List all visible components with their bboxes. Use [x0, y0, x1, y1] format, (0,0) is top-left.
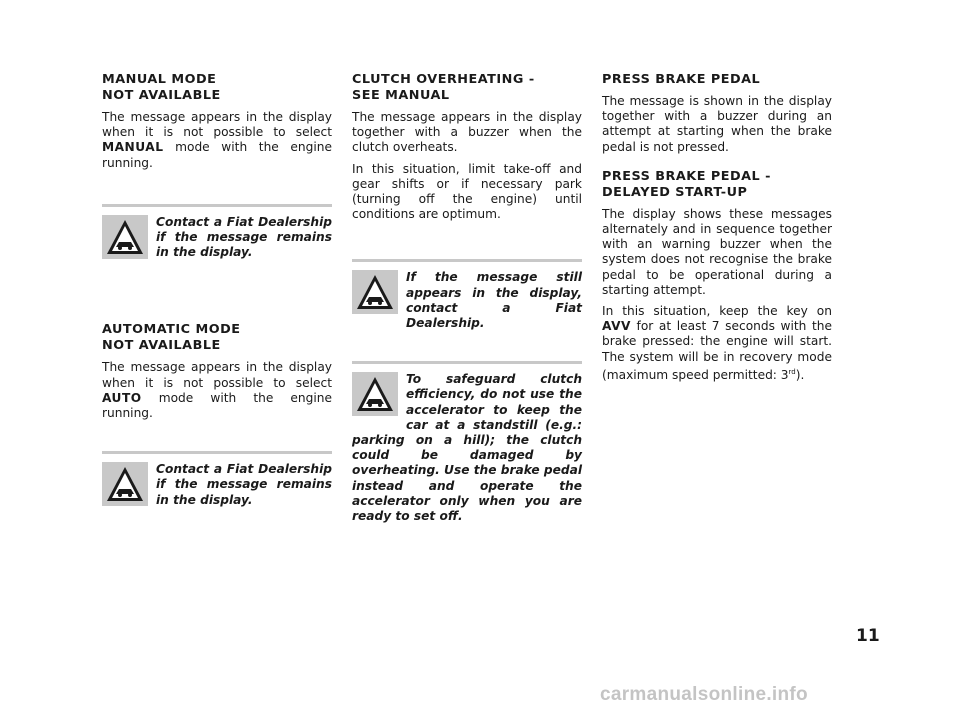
column-left	[102, 72, 332, 508]
warning-box	[352, 361, 582, 524]
warning-triangle-icon	[102, 215, 148, 259]
heading-press-brake-pedal: PRESS BRAKE PEDAL	[602, 72, 761, 87]
warning-text: Contact a Fiat Dealership if the message remains in the display.	[156, 214, 332, 260]
warning-box	[102, 204, 332, 261]
warning-box	[102, 451, 332, 508]
paragraph-manual-mode: The message appears in the display when it is not possible to select MANUAL mode with the engine running.	[102, 110, 332, 170]
warning-text: To safeguard clutch efficiency, do not use the accelerator to keep the car at a standstill (e.g.: parking on a hill); the clutch could be damaged by overheating. Use the brake pedal instead and operate the accelerator only when you are ready to set off.	[352, 372, 582, 524]
column-middle	[352, 72, 582, 524]
warning-text: If the message still appears in the display, contact a Fiat Dealership.	[406, 270, 582, 331]
watermark: carmanualsonline.info	[600, 684, 808, 705]
heading-manual-mode: MANUAL MODE NOT AVAILABLE	[102, 72, 221, 103]
paragraph-press-brake: The message is shown in the display together with a buzzer during an attempt at starting when the brake pedal is not pressed.	[602, 94, 832, 154]
heading-delayed-start-up: PRESS BRAKE PEDAL - DELAYED START-UP	[602, 168, 771, 200]
heading-automatic-mode: AUTOMATIC MODE NOT AVAILABLE	[102, 322, 241, 354]
heading-clutch-overheating: CLUTCH OVERHEATING - SEE MANUAL	[352, 72, 535, 103]
paragraph-automatic-mode: The message appears in the display when it is not possible to select AUTO mode with the engine running.	[102, 360, 332, 421]
warning-triangle-icon	[102, 462, 148, 506]
page-number: 11	[856, 626, 880, 646]
paragraph-delayed-1: The display shows these messages alternately and in sequence together with an warning buzzer when the system does not recognise the brake pedal to be operational during a starting attempt.	[602, 206, 832, 297]
paragraph-delayed-2: In this situation, keep the key on AVV for at least 7 seconds with the brake pressed: the engine will start. The system will be in recovery mode (maximum speed permitted: 3rd).	[602, 304, 832, 382]
warning-text: Contact a Fiat Dealership if the message remains in the display.	[156, 462, 332, 507]
warning-triangle-icon	[352, 372, 398, 416]
warning-triangle-icon	[352, 270, 398, 314]
paragraph-clutch-1: The message appears in the display together with a buzzer when the clutch overheats.	[352, 110, 582, 155]
warning-box	[352, 259, 582, 331]
column-right	[602, 72, 832, 383]
paragraph-clutch-2: In this situation, limit take-off and gear shifts or if necessary park (turning off the engine) until conditions are optimum.	[352, 161, 582, 222]
